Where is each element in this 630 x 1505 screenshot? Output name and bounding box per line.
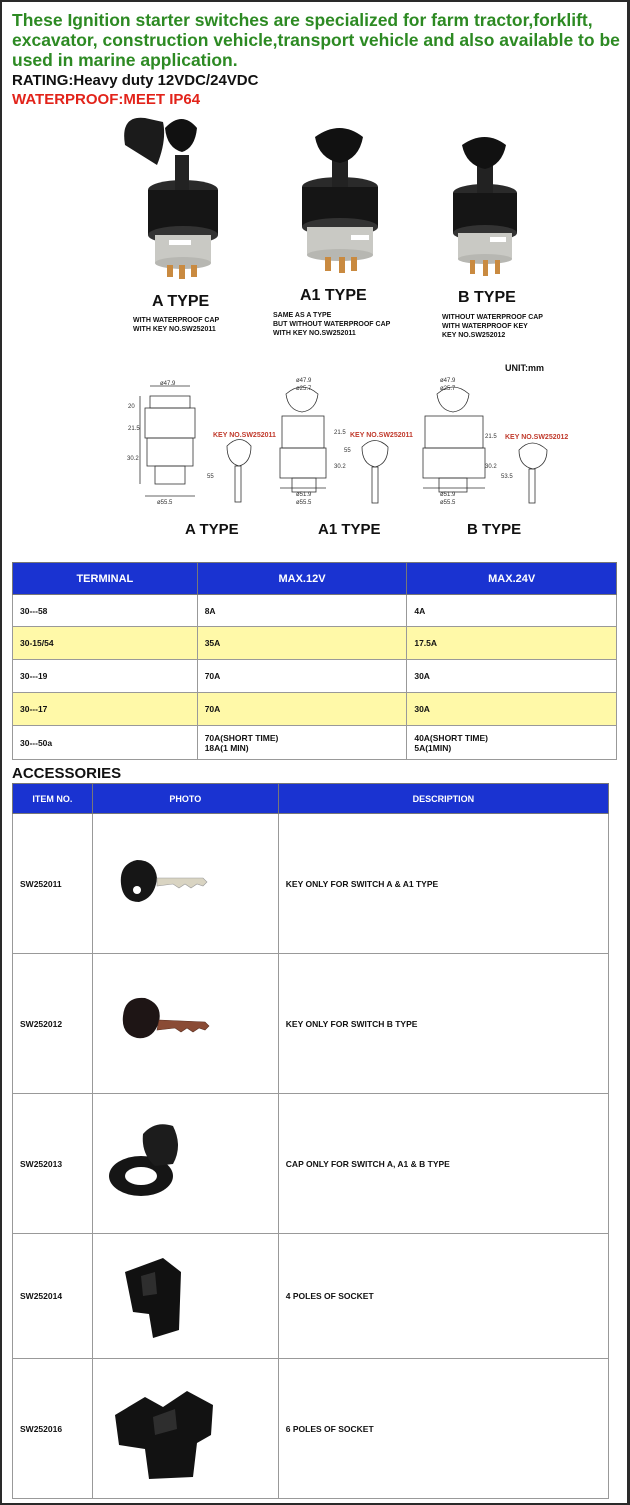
- socket-6-pole-photo: [93, 1359, 278, 1498]
- spec-terminal: 30---50a: [13, 726, 198, 760]
- dim-a-h302: 30.2: [127, 456, 139, 462]
- spec-terminal: 30---17: [13, 693, 198, 726]
- spec-24v: 40A(SHORT TIME) 5A(1MIN): [407, 726, 617, 760]
- drawing-a1-key-label: KEY NO.SW252011: [350, 432, 413, 439]
- dim-a-h215: 21.5: [128, 426, 140, 432]
- socket-4-pole-photo: [93, 1234, 278, 1358]
- spec-24v: 4A: [407, 595, 617, 627]
- dim-b-h215: 21.5: [485, 434, 497, 440]
- acc-description: KEY ONLY FOR SWITCH B TYPE: [278, 954, 608, 1094]
- rating-text: RATING:Heavy duty 12VDC/24VDC: [12, 72, 259, 89]
- dim-b-d555: ø55.5: [440, 500, 456, 506]
- accessories-header-row: [13, 784, 609, 814]
- dim-a1-h55: 55: [344, 448, 351, 454]
- drawing-a1-title: A1 TYPE: [318, 521, 381, 538]
- switch-a-type-photo: [115, 110, 240, 290]
- acc-header-photo: PHOTO: [92, 784, 278, 814]
- spec-12v: 70A: [197, 693, 407, 726]
- spec-24v: 17.5A: [407, 627, 617, 660]
- switch-b-type-photo: [440, 135, 530, 290]
- accessories-title: ACCESSORIES: [12, 765, 122, 782]
- table-row: [13, 660, 617, 693]
- dim-a-d555: ø55.5: [157, 500, 173, 506]
- product-a1-note: SAME AS A TYPE BUT WITHOUT WATERPROOF CAP WITH KEY NO.SW252011: [273, 312, 391, 337]
- dim-a1-h215: 21.5: [334, 430, 346, 436]
- dim-b-d479: ø47.9: [440, 378, 456, 384]
- table-row: [13, 726, 617, 760]
- table-row: [13, 627, 617, 660]
- dim-a1-h302: 30.2: [334, 464, 346, 470]
- unit-label: UNIT:mm: [505, 363, 545, 373]
- acc-photo: [92, 1094, 278, 1234]
- spec-12v: 35A: [197, 627, 407, 660]
- table-row: [13, 954, 609, 1094]
- acc-photo: [92, 954, 278, 1094]
- spec-12v: 70A: [197, 660, 407, 693]
- spec-24v: 30A: [407, 660, 617, 693]
- acc-photo: [92, 1359, 278, 1499]
- acc-description: KEY ONLY FOR SWITCH A & A1 TYPE: [278, 814, 608, 954]
- spec-24v: 30A: [407, 693, 617, 726]
- table-row: [13, 814, 609, 954]
- dim-b-h302: 30.2: [485, 464, 497, 470]
- product-a-note: WITH WATERPROOF CAP WITH KEY NO.SW252011: [133, 317, 220, 333]
- table-row: [13, 1359, 609, 1499]
- acc-item-no: SW252014: [13, 1234, 93, 1359]
- acc-item-no: SW252012: [13, 954, 93, 1094]
- spec-terminal: 30---19: [13, 660, 198, 693]
- table-row: [13, 595, 617, 627]
- product-a1-title: A1 TYPE: [300, 287, 367, 304]
- cap-sw252013-photo: [93, 1094, 278, 1233]
- acc-photo: [92, 1234, 278, 1359]
- spec-terminal: 30-15/54: [13, 627, 198, 660]
- spec-header-terminal: TERMINAL: [13, 563, 198, 595]
- acc-item-no: SW252013: [13, 1094, 93, 1234]
- dim-a1-d257: ø25.7: [296, 386, 312, 392]
- drawing-a1-type: [270, 372, 405, 508]
- acc-photo: [92, 814, 278, 954]
- acc-header-item: ITEM NO.: [13, 784, 93, 814]
- dim-b-d519: ø51.9: [440, 492, 456, 498]
- intro-text: These Ignition starter switches are specialized for farm tractor,forklift, excavator, construction vehicle,transport vehicle and also available to be used in marine application.: [12, 10, 620, 70]
- accessories-table: [12, 783, 609, 1499]
- dim-a-h55: 55: [207, 474, 214, 480]
- acc-item-no: SW252016: [13, 1359, 93, 1499]
- key-sw252012-photo: [93, 954, 278, 1093]
- drawing-b-key-label: KEY NO.SW252012: [505, 434, 569, 441]
- drawing-b-title: B TYPE: [467, 521, 522, 538]
- dim-a1-d479: ø47.9: [296, 378, 312, 384]
- acc-description: 6 POLES OF SOCKET: [278, 1359, 608, 1499]
- acc-description: CAP ONLY FOR SWITCH A, A1 & B TYPE: [278, 1094, 608, 1234]
- acc-description: 4 POLES OF SOCKET: [278, 1234, 608, 1359]
- dim-b-h535: 53.5: [501, 474, 513, 480]
- product-b-note: WITHOUT WATERPROOF CAP WITH WATERPROOF KEY KEY NO.SW252012: [442, 314, 543, 339]
- drawing-a-title: A TYPE: [185, 521, 239, 538]
- spec-12v: 8A: [197, 595, 407, 627]
- spec-header-12v: MAX.12V: [197, 563, 407, 595]
- spec-header-24v: MAX.24V: [407, 563, 617, 595]
- product-b-title: B TYPE: [458, 289, 516, 306]
- spec-12v: 70A(SHORT TIME) 18A(1 MIN): [197, 726, 407, 760]
- acc-item-no: SW252011: [13, 814, 93, 954]
- waterproof-text: WATERPROOF:MEET IP64: [12, 91, 201, 108]
- table-row: [13, 693, 617, 726]
- table-row: [13, 1094, 609, 1234]
- dim-a1-d519: ø51.9: [296, 492, 312, 498]
- drawing-a-key-label: KEY NO.SW252011: [213, 432, 276, 439]
- dim-a1-d555: ø55.5: [296, 500, 312, 506]
- spec-header-row: [13, 563, 617, 595]
- dim-b-d257: ø25.7: [440, 386, 456, 392]
- spec-terminal: 30---58: [13, 595, 198, 627]
- dim-a-d479: ø47.9: [160, 381, 176, 387]
- drawing-a-type: [125, 378, 265, 508]
- table-row: [13, 1234, 609, 1359]
- dim-a-h20: 20: [128, 404, 135, 410]
- switch-a1-type-photo: [285, 125, 395, 290]
- product-a-title: A TYPE: [152, 293, 210, 310]
- terminal-spec-table: [12, 562, 617, 760]
- acc-header-description: DESCRIPTION: [278, 784, 608, 814]
- key-sw252011-photo: [93, 814, 278, 953]
